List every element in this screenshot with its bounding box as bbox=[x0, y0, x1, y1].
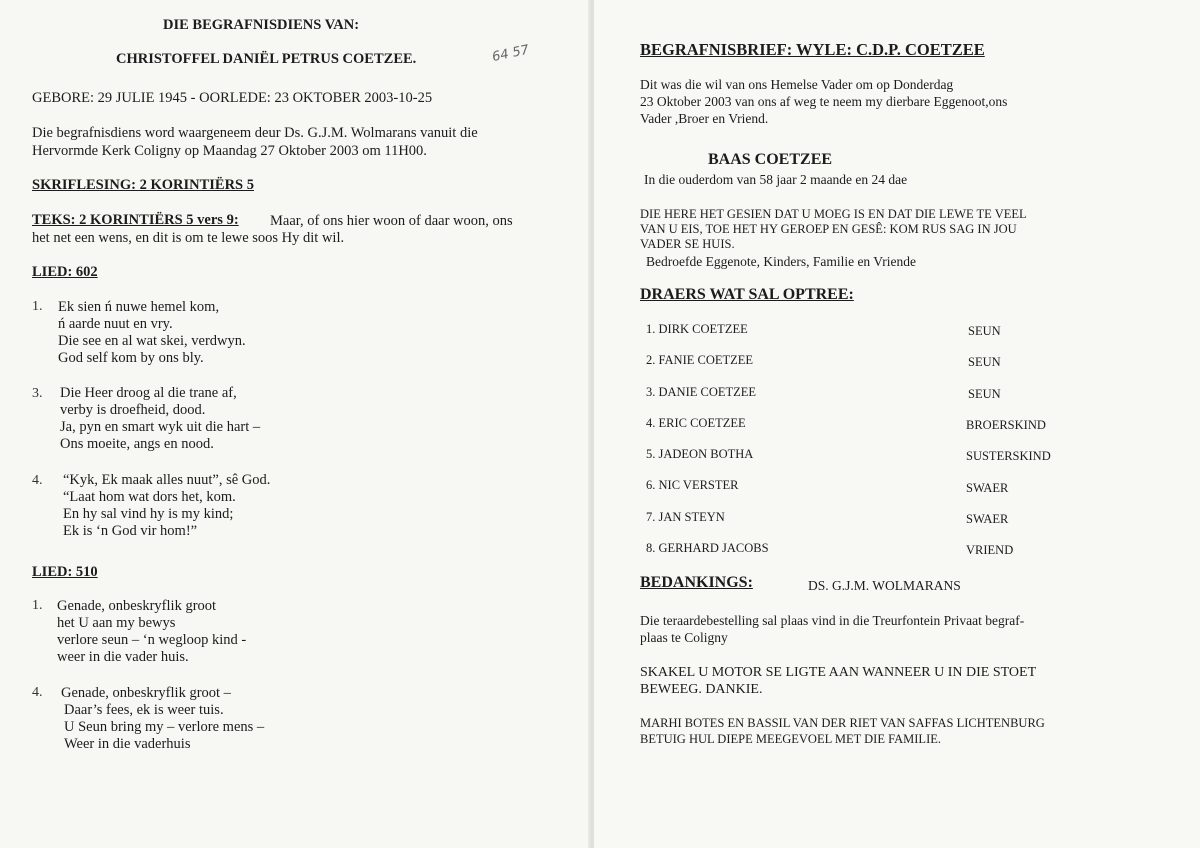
verse-line: Weer in die vaderhuis bbox=[64, 736, 191, 752]
family-line: Bedroefde Eggenote, Kinders, Familie en Vriende bbox=[646, 254, 916, 269]
draer-name: 7. JAN STEYN bbox=[646, 510, 725, 524]
right-page bbox=[594, 0, 1200, 848]
motor-line-1: SKAKEL U MOTOR SE LIGTE AAN WANNEER U IN DIE STOET bbox=[640, 665, 1037, 680]
verse-line: verlore seun – ‘n wegloop kind - bbox=[57, 632, 247, 648]
verse-line: Ons moeite, angs en nood. bbox=[60, 436, 214, 452]
condolence-line-1: MARHI BOTES EN BASSIL VAN DER RIET VAN SAFFAS LICHTENBURG bbox=[640, 716, 1045, 730]
caps-line-3: VADER SE HUIS. bbox=[640, 237, 735, 251]
service-line-1: Die begrafnisdiens word waargeneem deur Ds. G.J.M. Wolmarans vanuit die bbox=[32, 125, 478, 141]
draer-name: 3. DANIE COETZEE bbox=[646, 385, 757, 399]
draers-heading: DRAERS WAT SAL OPTREE: bbox=[640, 286, 854, 303]
draer-relation: SEUN bbox=[968, 324, 1001, 338]
draer-relation: SEUN bbox=[968, 355, 1001, 369]
teks-heading: TEKS: 2 KORINTIËRS 5 vers 9: bbox=[32, 212, 239, 228]
verse-line: En hy sal vind hy is my kind; bbox=[63, 506, 234, 522]
verse-line: Ek is ‘n God vir hom!” bbox=[63, 523, 198, 539]
verse-line: het U aan my bewys bbox=[57, 615, 176, 631]
motor-line-2: BEWEEG. DANKIE. bbox=[640, 682, 763, 697]
age-line: In die ouderdom van 58 jaar 2 maande en 24 dae bbox=[644, 172, 908, 187]
verse-number: 4. bbox=[32, 473, 43, 488]
verse-line: verby is droefheid, dood. bbox=[60, 402, 206, 418]
verse-line: “Kyk, Ek maak alles nuut”, sê God. bbox=[63, 472, 271, 488]
verse-line: U Seun bring my – verlore mens – bbox=[64, 719, 265, 735]
lied-602-heading: LIED: 602 bbox=[32, 264, 98, 280]
teks-line-1: Maar, of ons hier woon of daar woon, ons bbox=[270, 213, 513, 229]
draer-relation: SWAER bbox=[966, 512, 1009, 526]
draer-relation: BROERSKIND bbox=[966, 418, 1046, 432]
verse-line: Ja, pyn en smart wyk uit die hart – bbox=[60, 419, 261, 435]
verse-line: Genade, onbeskryflik groot – bbox=[61, 685, 231, 701]
verse-line: weer in die vader huis. bbox=[57, 649, 189, 665]
begrafnisbrief-heading: BEGRAFNISBRIEF: WYLE: C.D.P. COETZEE bbox=[640, 40, 985, 59]
left-page bbox=[0, 0, 590, 848]
draer-name: 5. JADEON BOTHA bbox=[646, 447, 754, 461]
teraarde-line-2: plaas te Coligny bbox=[640, 630, 728, 645]
draer-relation: SWAER bbox=[966, 481, 1009, 495]
baas-coetzee-heading: BAAS COETZEE bbox=[708, 151, 833, 168]
bedankings-name: DS. G.J.M. WOLMARANS bbox=[808, 578, 961, 593]
lied-510-heading: LIED: 510 bbox=[32, 564, 98, 580]
brief-line-1: Dit was die wil van ons Hemelse Vader om op Donderdag bbox=[640, 77, 954, 92]
draer-relation: VRIEND bbox=[966, 543, 1014, 557]
teraarde-line-1: Die teraardebestelling sal plaas vind in die Treurfontein Privaat begraf- bbox=[640, 613, 1025, 628]
draer-name: 1. DIRK COETZEE bbox=[646, 322, 748, 336]
verse-line: Die Heer droog al die trane af, bbox=[60, 385, 237, 401]
service-line-2: Hervormde Kerk Coligny op Maandag 27 Oktober 2003 om 11H00. bbox=[32, 143, 427, 159]
draer-name: 2. FANIE COETZEE bbox=[646, 353, 754, 367]
draer-name: 8. GERHARD JACOBS bbox=[646, 541, 769, 555]
handwritten-note: 64 57 bbox=[490, 42, 531, 65]
program-title: DIE BEGRAFNISDIENS VAN: bbox=[163, 17, 360, 33]
verse-number: 4. bbox=[32, 685, 43, 700]
caps-line-1: DIE HERE HET GESIEN DAT U MOEG IS EN DAT DIE LEWE TE VEEL bbox=[640, 207, 1027, 221]
verse-line: Daar’s fees, ek is weer tuis. bbox=[64, 702, 224, 718]
brief-line-3: Vader ,Broer en Vriend. bbox=[640, 111, 769, 126]
verse-number: 1. bbox=[32, 598, 43, 613]
verse-line: Genade, onbeskryflik groot bbox=[57, 598, 217, 614]
verse-line: God self kom by ons bly. bbox=[58, 350, 204, 366]
deceased-name: CHRISTOFFEL DANIËL PETRUS COETZEE. bbox=[116, 51, 417, 67]
verse-number: 1. bbox=[32, 299, 43, 314]
draer-relation: SUSTERSKIND bbox=[966, 449, 1051, 463]
condolence-line-2: BETUIG HUL DIEPE MEEGEVOEL MET DIE FAMILIE. bbox=[640, 732, 941, 746]
birth-death-dates: GEBORE: 29 JULIE 1945 - OORLEDE: 23 OKTOBER 2003-10-25 bbox=[32, 90, 433, 106]
teks-line-2: het net een wens, en dit is om te lewe soos Hy dit wil. bbox=[32, 230, 345, 246]
draer-relation: SEUN bbox=[968, 387, 1001, 401]
verse-line: ń aarde nuut en vry. bbox=[58, 316, 173, 332]
verse-number: 3. bbox=[32, 386, 43, 401]
draer-name: 6. NIC VERSTER bbox=[646, 478, 739, 492]
verse-line: Die see en al wat skei, verdwyn. bbox=[58, 333, 246, 349]
caps-line-2: VAN U EIS, TOE HET HY GEROEP EN GESÊ: KOM RUS SAG IN JOU bbox=[640, 222, 1017, 236]
verse-line: “Laat hom wat dors het, kom. bbox=[63, 489, 236, 505]
draer-name: 4. ERIC COETZEE bbox=[646, 416, 746, 430]
skriflesing-heading: SKRIFLESING: 2 KORINTIËRS 5 bbox=[32, 177, 254, 193]
brief-line-2: 23 Oktober 2003 van ons af weg te neem my dierbare Eggenoot,ons bbox=[640, 94, 1008, 109]
bedankings-heading: BEDANKINGS: bbox=[640, 574, 753, 591]
verse-line: Ek sien ń nuwe hemel kom, bbox=[58, 299, 220, 315]
